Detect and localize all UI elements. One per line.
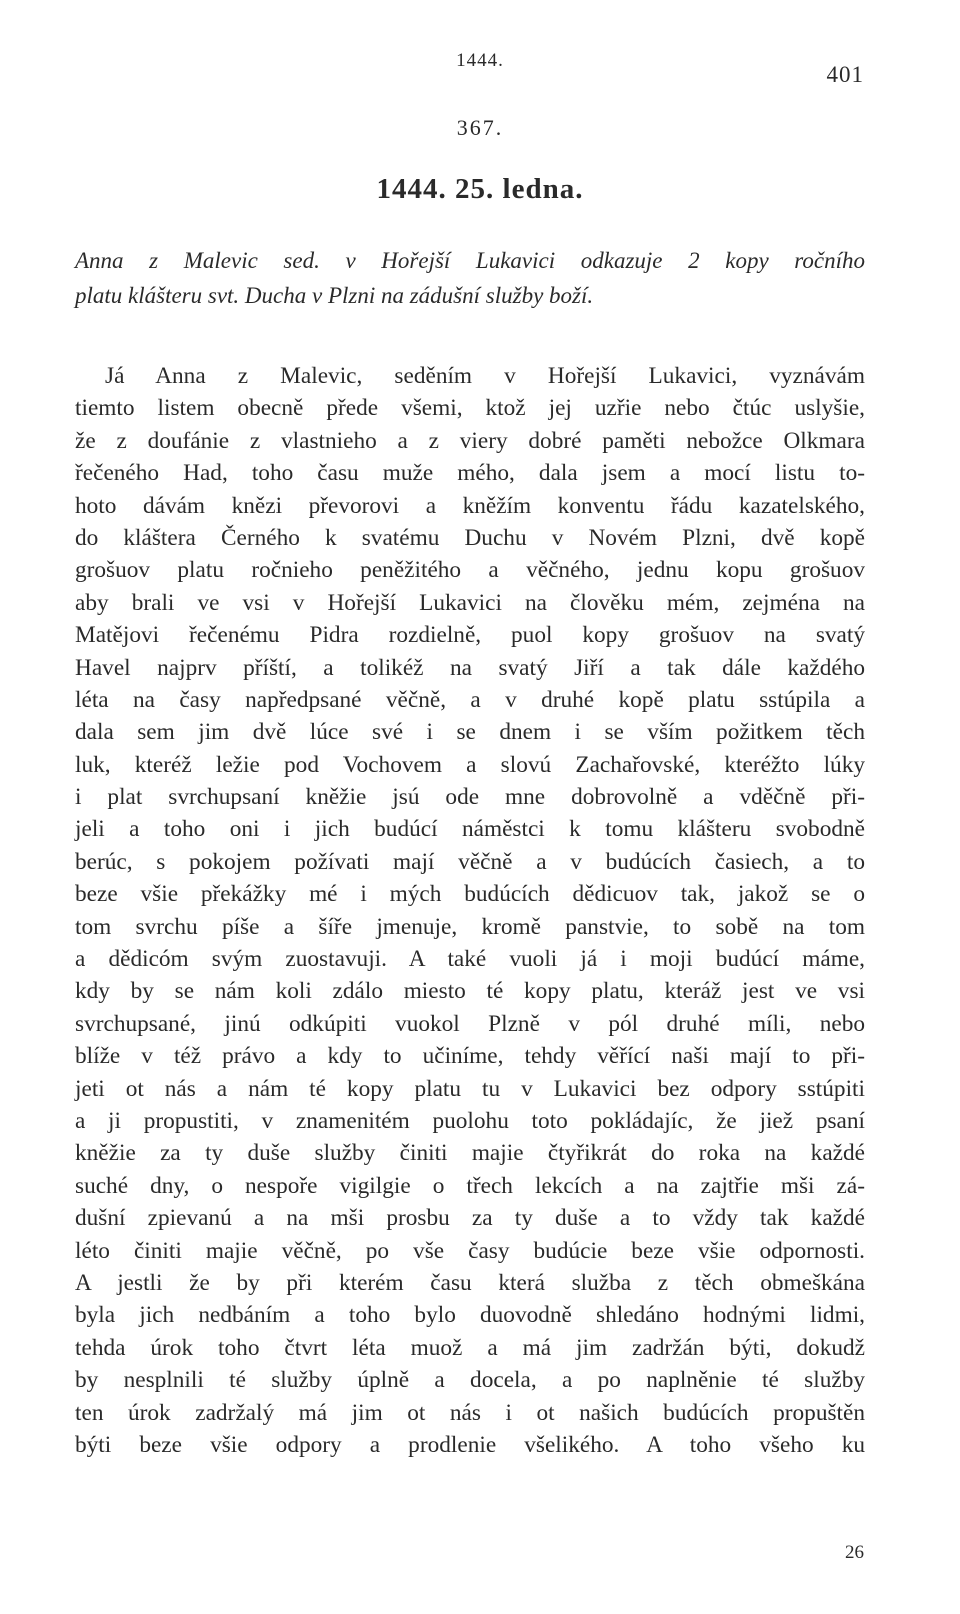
text-line: i plat svrchupsaní kněžie jsú ode mne dobrovolně a vděčně při- bbox=[75, 784, 865, 811]
text-line: že z doufánie z vlastnieho a z viery dobré paměti nebožce Olkmara bbox=[75, 427, 865, 454]
text-line: dala sem jim dvě lúce své i se dnem i se vším požitkem těch bbox=[75, 719, 865, 746]
text-line: aby brali ve vsi v Hořejší Lukavici na člověku mém, zejména na bbox=[75, 589, 865, 616]
document-number: 367. bbox=[456, 115, 504, 140]
text-line: tiemto listem obecně přede všemi, ktož jej uzřie nebo čtúc uslyšie, bbox=[75, 395, 865, 422]
regest-line: Anna z Malevic sed. v Hořejší Lukavici odkazuje 2 kopy ročního bbox=[75, 248, 865, 273]
text-line: berúc, s pokojem požívati mají věčně a v budúcích časiech, a to bbox=[75, 848, 865, 875]
text-line: kněžie za ty duše služby činiti majie čtyřikrát do roka na každé bbox=[75, 1140, 865, 1167]
charter-text bbox=[75, 360, 865, 1461]
text-line: beze všie překážky mé i mých budúcích dědicuov tak, jakož se o bbox=[75, 881, 865, 908]
text-line: suché dny, o nespoře vigilgie o třech lekcích a na zajtřie mši zá- bbox=[75, 1172, 865, 1199]
text-line: A jestli že by při kterém času která služba z těch obmeškána bbox=[75, 1269, 865, 1296]
text-line: tehda úrok toho čtvrt léta muož a má jim zadržán býti, dokudž bbox=[75, 1334, 865, 1361]
text-line: léto činiti majie věčně, po vše časy budúcie beze všie odpornosti. bbox=[75, 1237, 865, 1264]
document-date: 1444. 25. ledna. bbox=[376, 173, 584, 205]
text-line: tom svrchu píše a šíře jmenuje, kromě panstvie, to sobě na tom bbox=[75, 913, 865, 940]
text-line: hoto dávám knězi převorovi a kněžím konventu řádu kazatelského, bbox=[75, 492, 865, 519]
text-line: luk, kteréž ležie pod Vochovem a slovú Zachařovské, kteréžto lúky bbox=[75, 751, 865, 778]
text-line: Matějovi řečenému Pidra rozdielně, puol kopy grošuov na svatý bbox=[75, 622, 865, 649]
text-line: do kláštera Černého k svatému Duchu v Novém Plzni, dvě kopě bbox=[75, 524, 865, 551]
text-line: blíže v též právo a kdy to učiníme, tehdy věřící naši mají to při- bbox=[75, 1043, 865, 1070]
text-line: grošuov platu ročnieho peněžitého a věčného, jednu kopu grošuov bbox=[75, 557, 865, 584]
text-line: byla jich nedbáním a toho bylo duovodně shledáno hodnými lidmi, bbox=[75, 1302, 865, 1329]
running-head: 1444. bbox=[456, 50, 504, 71]
text-line: řečeného Had, toho času muže mého, dala jsem a mocí listu to- bbox=[75, 460, 865, 487]
text-line: svrchupsané, jinú odkúpiti vuokol Plzně v pól druhé míli, nebo bbox=[75, 1010, 865, 1037]
printer-signature-mark: 26 bbox=[845, 1542, 864, 1563]
text-line: Já Anna z Malevic, seděním v Hořejší Lukavici, vyznávám bbox=[105, 363, 865, 389]
text-line: by nesplnili té služby úplně a docela, a po naplněnie té služby bbox=[75, 1367, 865, 1394]
regest-line: platu klášteru svt. Ducha v Plzni na zádušní služby boží. bbox=[75, 283, 594, 308]
text-line: a dědicóm svým zuostavuji. A také vuoli já i moji budúcí máme, bbox=[75, 946, 865, 973]
text-line: a ji propustiti, v znamenitém puolohu toto pokládajíc, že jiež psaní bbox=[75, 1107, 865, 1134]
text-line: jeti ot nás a nám té kopy platu tu v Lukavici bez odpory sstúpiti bbox=[75, 1075, 865, 1102]
text-line: léta na časy napředpsané věčně, a v druhé kopě platu sstúpila a bbox=[75, 686, 865, 713]
text-line: Havel najprv příští, a tolikéž na svatý Jiří a tak dále každého bbox=[75, 654, 865, 681]
page-number: 401 bbox=[826, 62, 864, 87]
text-line: jeli a toho oni i jich budúcí náměstci k tomu klášteru svobodně bbox=[75, 816, 865, 843]
text-line: býti beze všie odpory a prodlenie všelikého. A toho všeho ku bbox=[75, 1431, 865, 1458]
text-line: dušní zpievanú a na mši prosbu za ty duše a to vždy tak každé bbox=[75, 1205, 865, 1232]
text-line: ten úrok zadržalý má jim ot nás i ot našich budúcích propuštěn bbox=[75, 1399, 865, 1426]
text-line: kdy by se nám koli zdálo miesto té kopy platu, kteráž jest ve vsi bbox=[75, 978, 865, 1005]
regest-summary bbox=[75, 243, 865, 313]
